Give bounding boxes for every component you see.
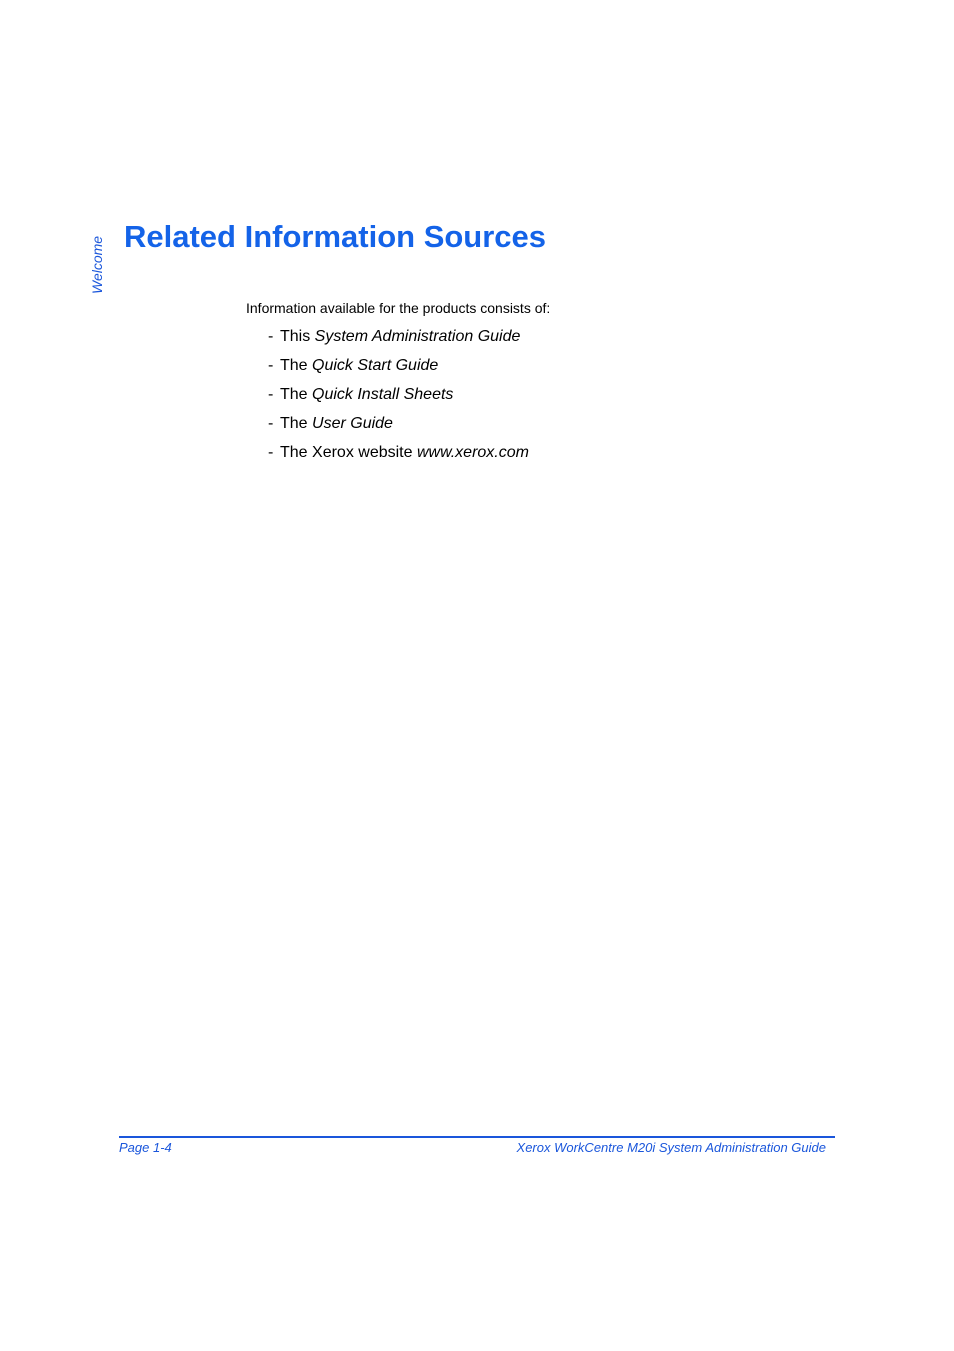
sources-list [268,326,529,471]
list-item-title: System Administration Guide [314,328,521,345]
list-item [268,326,529,355]
footer-page-number: Page 1-4 [119,1140,172,1155]
list-item-title: Quick Install Sheets [312,386,454,403]
website-link: www.xerox.com [416,444,529,461]
list-item-title: Quick Start Guide [312,357,439,374]
list-dash: - [268,386,274,403]
footer-divider [119,1136,835,1138]
list-item [268,442,529,471]
list-item [268,413,529,442]
page-title: Related Information Sources [124,219,547,254]
list-item [268,384,529,413]
side-tab-label: Welcome [89,235,105,294]
list-dash: - [268,415,274,432]
list-item-prefix: This [280,328,315,345]
side-tab [87,224,107,294]
list-item-prefix: The [280,386,313,403]
intro-text: Information available for the products consists of: [246,300,551,316]
list-item-prefix: The [280,415,313,432]
list-dash: - [268,357,274,374]
list-item [268,355,529,384]
list-item-prefix: The [280,357,313,374]
list-dash: - [268,444,274,461]
list-dash: - [268,328,274,345]
footer-guide-title: Xerox WorkCentre M20i System Administration Guide [516,1140,826,1155]
list-item-title: User Guide [312,415,393,432]
list-item-prefix: The Xerox website [280,444,417,461]
